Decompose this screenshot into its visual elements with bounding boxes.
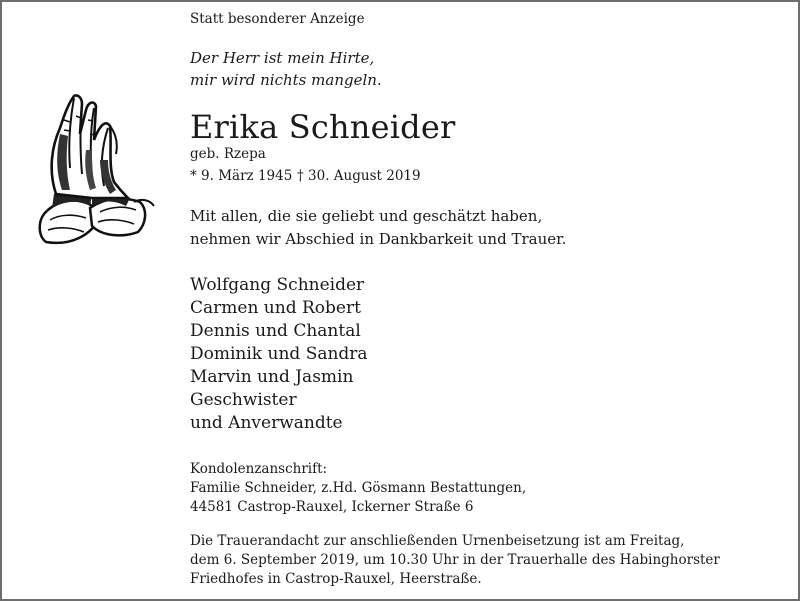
message-line-1: Mit allen, die sie geliebt und geschätzt haben, (190, 207, 543, 225)
life-dates (190, 168, 510, 184)
death-date: † 30. August 2019 (297, 168, 421, 184)
condolence-label: Kondolenzanschrift: (190, 461, 328, 477)
mourner-3: Dennis und Chantal (190, 321, 361, 341)
mourner-1: Wolfgang Schneider (190, 275, 365, 295)
condolence-line-2: 44581 Castrop-Rauxel, Ickerner Straße 6 (190, 499, 474, 515)
mourner-4: Dominik und Sandra (190, 344, 368, 364)
header-notice: Statt besonderer Anzeige (190, 11, 365, 27)
birth-date: * 9. März 1945 (190, 168, 293, 184)
message-line-2: nehmen wir Abschied in Dankbarkeit und Trauer. (190, 230, 567, 248)
mourner-2: Carmen und Robert (190, 298, 361, 318)
psalm-line-1: Der Herr ist mein Hirte, (190, 49, 375, 67)
deceased-name: Erika Schneider (190, 108, 456, 146)
psalm-line-2: mir wird nichts mangeln. (190, 71, 382, 89)
service-line-1: Die Trauerandacht zur anschließenden Urnenbeisetzung ist am Freitag, (190, 533, 685, 549)
mourner-6: Geschwister (190, 390, 297, 410)
service-line-3: Friedhofes in Castrop-Rauxel, Heerstraße. (190, 571, 482, 587)
service-line-2: dem 6. September 2019, um 10.30 Uhr in der Trauerhalle des Habinghorster (190, 552, 720, 568)
birth-name: geb. Rzepa (190, 146, 266, 162)
praying-hands-icon (30, 90, 158, 252)
mourner-5: Marvin und Jasmin (190, 367, 354, 387)
mourner-7: und Anverwandte (190, 413, 343, 433)
condolence-line-1: Familie Schneider, z.Hd. Gösmann Bestattungen, (190, 480, 527, 496)
